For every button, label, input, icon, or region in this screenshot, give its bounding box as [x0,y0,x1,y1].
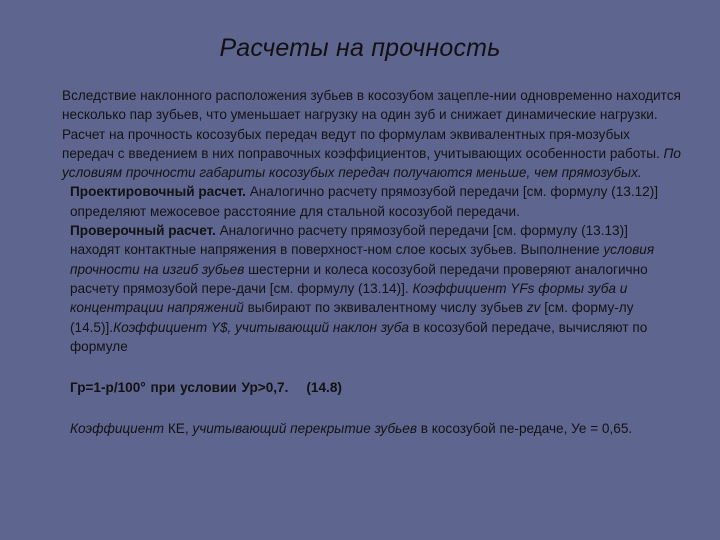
formula-number: (14.8) [306,380,342,396]
intro-text: Вследствие наклонного расположения зубьев в косозубом зацепле-нии одновременно находится несколько пар зубьев, что уменьшает нагрузку на один зуб и снижает динамические нагрузки. Расчет на прочность косозубых передач ведут по формулам эквивалентных пря-мозубых передач с введением в них поправочных коэффициентов, учитывающих особенности работы. [62,88,681,161]
formula-expression: Гр=1-р/100° при условии Ур>0,7. [70,380,289,396]
check-calc-italic-3: Коэффициент Y$, учитывающий наклон зуба [113,319,409,335]
spacer [62,356,682,378]
ke-text-1: КЕ, [167,421,189,437]
paragraph-intro [62,86,682,182]
design-calc-text: Аналогично расчету прямозубой передачи [см. формулу (13.12)] определяют межосевое расстояние для стальной косозубой передачи. [70,184,659,219]
check-calc-italic-1: условия прочности на изгиб зубьев [70,242,655,277]
check-calc-heading: Проверочный расчет. [70,223,216,239]
check-calc-text-4: [см. форму-лу (14.5)]. [70,300,634,335]
formula-line [62,378,682,397]
check-calc-text-5: в косозубой передаче, вычисляют по формуле [70,319,648,354]
ke-text-2: в косозубой пе-редаче, Уе = 0,65. [420,421,633,437]
check-calc-text-2: шестерни и колеса косозубой передачи проверяют аналогично расчету прямозубой пере-дачи [см. формулу (13.14)]. [70,261,648,296]
check-calc-italic-2: Коэффициент YFs формы зуба и концентрации напряжений [70,280,628,316]
paragraph-design-calc [62,182,682,221]
ke-italic-2: учитывающий перекрытие зубьев [192,421,417,437]
spacer [62,397,682,419]
design-calc-heading: Проектировочный расчет. [70,184,246,200]
paragraph-check-calc [62,221,682,356]
slide-body [62,86,682,439]
slide-title: Расчеты на прочность [219,34,501,62]
intro-italic-conclusion: По условиям прочности габариты косозубых передач получаются меньше, чем прямозубых. [62,145,681,181]
ke-italic-1: Коэффициент [70,421,165,437]
paragraph-ke [62,419,682,438]
check-calc-zv: zv [526,300,541,316]
check-calc-text-1: Аналогично расчету прямозубой передачи [см. формулу (13.13)] находят контактные напряжения в поверхност-ном слое косых зубьев. Выполнение [70,223,628,258]
check-calc-text-3: выбирают по эквивалентному числу зубьев [247,300,524,316]
